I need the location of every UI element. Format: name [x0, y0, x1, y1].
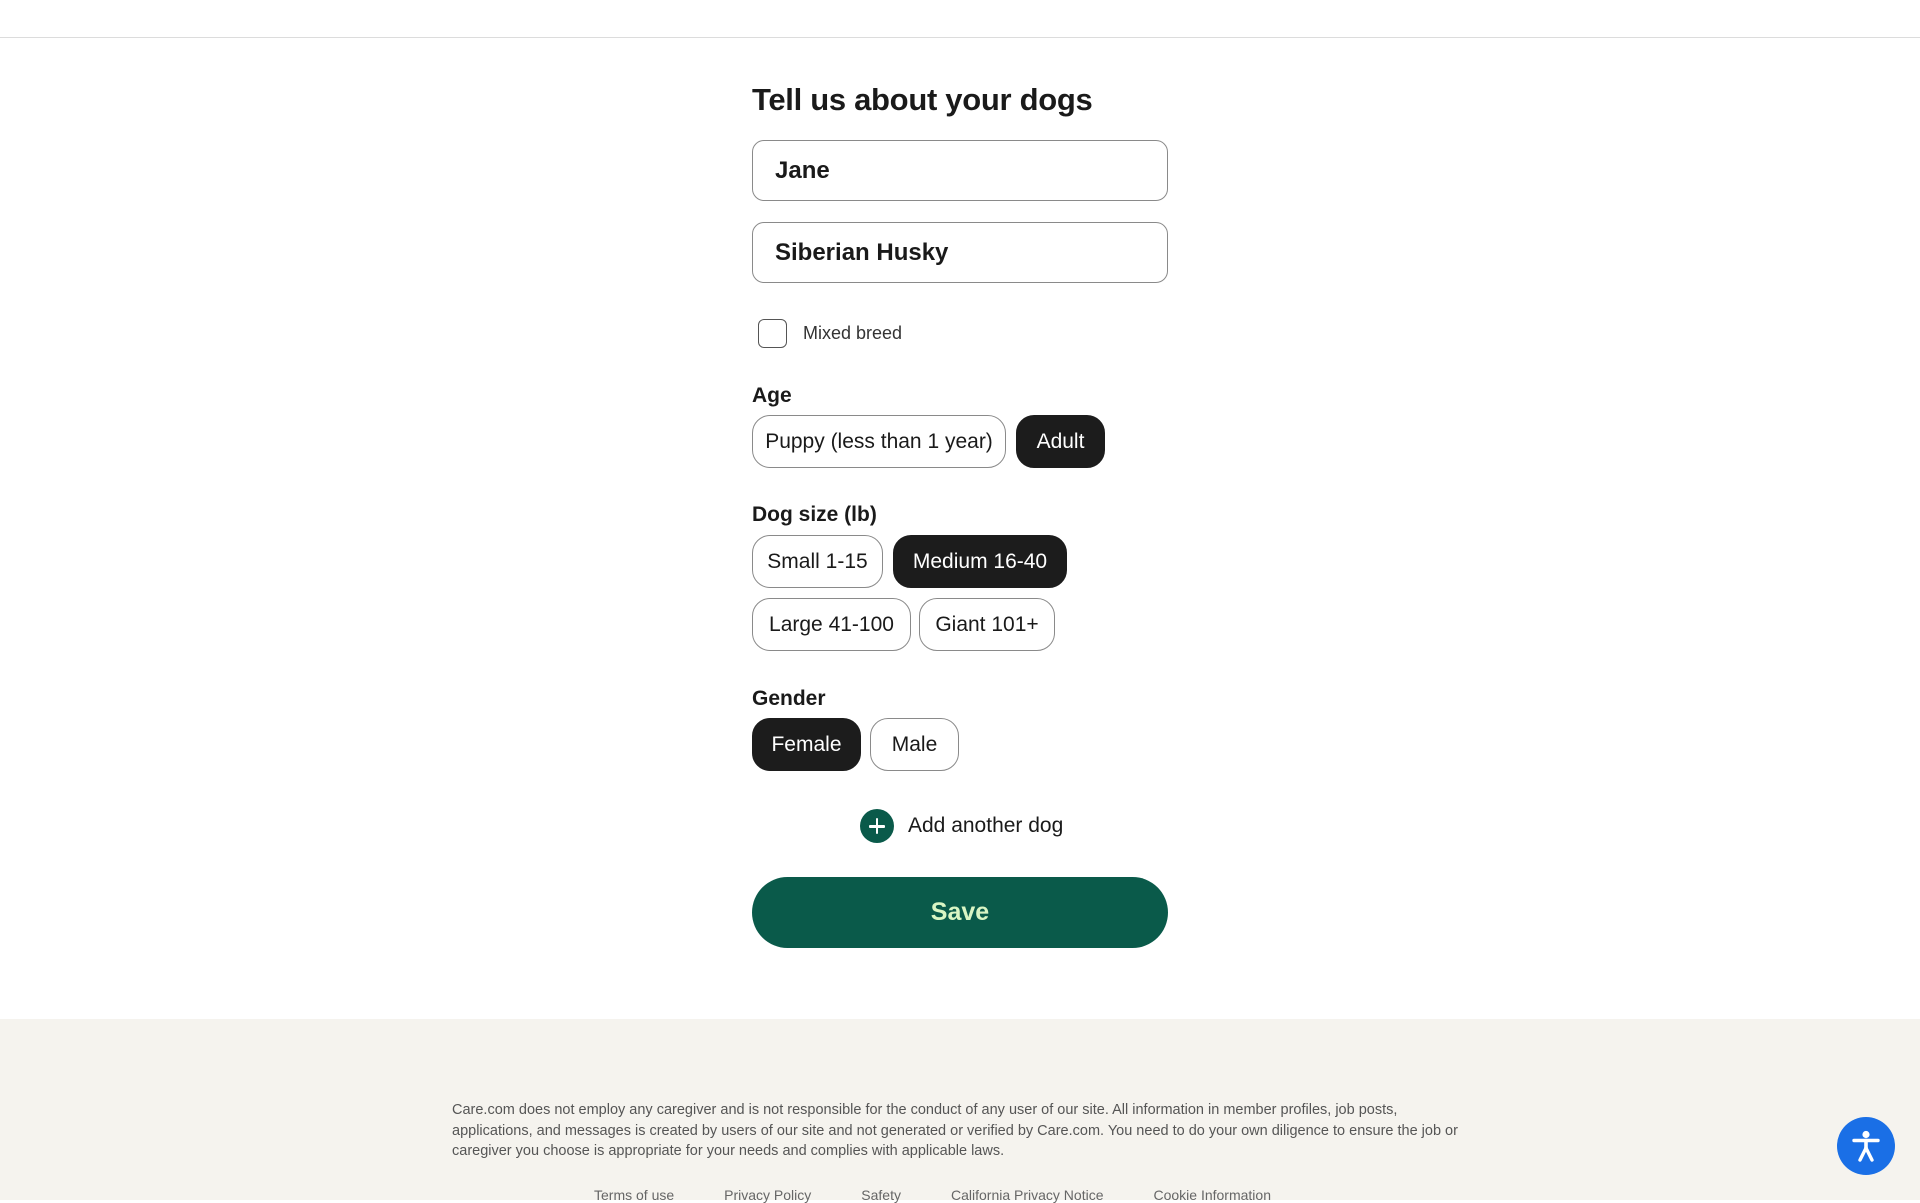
footer-link-safety[interactable]: Safety [861, 1187, 901, 1203]
footer-link-cookie[interactable]: Cookie Information [1153, 1187, 1271, 1203]
page-footer [0, 1019, 1920, 1203]
size-option-giant[interactable]: Giant 101+ [919, 598, 1055, 651]
size-option-medium[interactable]: Medium 16-40 [893, 535, 1067, 588]
dog-name-input[interactable] [752, 140, 1168, 201]
mixed-breed-label: Mixed breed [803, 322, 903, 343]
dog-details-form [752, 78, 1168, 926]
mixed-breed-checkbox-row[interactable] [758, 318, 902, 348]
accessibility-icon [1848, 1128, 1884, 1164]
footer-link-privacy[interactable]: Privacy Policy [724, 1187, 812, 1203]
gender-option-male[interactable]: Male [870, 718, 959, 771]
plus-circle-icon [860, 809, 894, 843]
top-header-bar [0, 0, 1920, 38]
age-label: Age [752, 384, 792, 407]
add-another-dog-label: Add another dog [908, 814, 1064, 837]
add-another-dog-button[interactable] [860, 808, 1063, 844]
gender-option-female[interactable]: Female [752, 718, 861, 771]
page-title: Tell us about your dogs [752, 82, 1093, 117]
footer-link-california-privacy[interactable]: California Privacy Notice [950, 1187, 1104, 1203]
age-option-puppy[interactable]: Puppy (less than 1 year) [752, 415, 1006, 468]
gender-label: Gender [752, 687, 826, 710]
footer-links [594, 1187, 1271, 1203]
dog-size-label: Dog size (lb) [752, 503, 877, 526]
size-option-large[interactable]: Large 41-100 [752, 598, 911, 651]
size-option-small[interactable]: Small 1-15 [752, 535, 883, 588]
age-option-adult[interactable]: Adult [1016, 415, 1105, 468]
footer-link-terms[interactable]: Terms of use [594, 1187, 675, 1203]
save-button[interactable]: Save [752, 877, 1168, 948]
mixed-breed-checkbox[interactable] [758, 319, 787, 348]
dog-breed-input[interactable] [752, 222, 1168, 283]
footer-disclaimer: Care.com does not employ any caregiver and is not responsible for the conduct of any user of our site. All information in member profiles, job posts, applications, and messages is created by users of our site and not generated or verified by Care.com. You need to do your own diligence to ensure the job or caregiver you choose is appropriate for your needs and complies with applicable laws. [452, 1102, 1458, 1159]
accessibility-button[interactable] [1837, 1117, 1895, 1175]
